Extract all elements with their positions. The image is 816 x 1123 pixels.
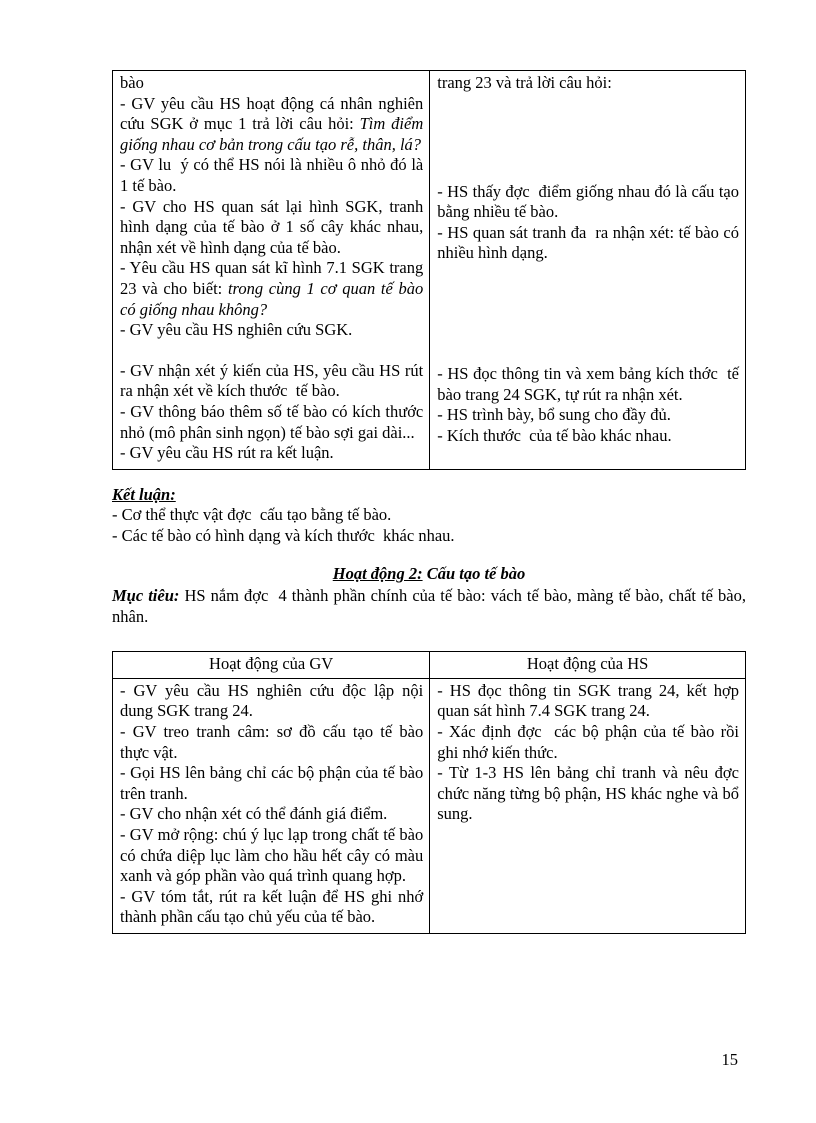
conclusion-heading — [112, 485, 746, 506]
table1-gv-cell — [113, 71, 430, 469]
table2-gv-cell — [113, 679, 430, 933]
text-run: - GV lu ý có thể HS nói là nhiều ô nhỏ đó là 1 tế bào. — [120, 155, 428, 195]
heading-rest: Cấu tạo tế bào — [422, 564, 526, 584]
text-run: - GV tóm tắt, rút ra kết luận để HS ghi nhớ thành phần cấu tạo chủ yếu của tế bào. — [120, 886, 428, 927]
text-run: - GV yêu cầu HS rút ra kết luận. — [120, 443, 334, 463]
text-run: - GV cho HS quan sát lại hình SGK, tranh hình dạng của tế bào ở 1 số cây khác nhau, nhận xét về hình dạng của tế bào. — [120, 196, 428, 257]
text-run: - GV thông báo thêm số tế bào có kích thước nhỏ (mô phân sinh ngọn) tế bào sợi gai dài... — [120, 401, 432, 442]
gv-paragraph — [120, 360, 428, 402]
table1-hs-cell — [430, 71, 745, 469]
text-run: - HS trình bày, bổ sung cho đầy đủ. — [437, 405, 671, 425]
table2-header-gv — [113, 652, 430, 678]
italic-question: Tìm điểm giống nhau cơ bản trong cấu tạo rễ, thân, lá? — [120, 114, 428, 154]
activity2-table — [112, 651, 746, 934]
hs-paragraph — [437, 680, 744, 722]
text-run: - Gọi HS lên bảng chỉ các bộ phận của tế bào trên tranh. — [120, 763, 428, 803]
gv-paragraph — [120, 804, 423, 825]
hs-paragraph — [437, 763, 748, 825]
text-run: Hoạt động của GV — [209, 654, 334, 674]
gv-paragraph — [120, 320, 423, 341]
hs-paragraph — [437, 222, 744, 264]
gv-paragraph — [120, 886, 428, 928]
text-run: trang 23 và trả lời câu hỏi: — [437, 73, 612, 92]
italic-question: trong cùng 1 cơ quan tế bào có giống nhau không? — [120, 278, 428, 319]
activity2-heading — [112, 564, 746, 585]
page-number: 15 — [721, 1050, 738, 1069]
text-run: - Xác định đợc các bộ phận của tế bào rồi ghi nhớ kiến thức. — [437, 722, 744, 762]
text-run: Kết luận: — [112, 484, 176, 504]
text-run: - Kích thước của tế bào khác nhau. — [437, 425, 672, 445]
text-run: - GV treo tranh câm: sơ đồ cấu tạo tế bào thực vật. — [120, 722, 428, 762]
text-run: - GV mở rộng: chú ý lục lạp trong chất tế bào có chứa diệp lục làm cho hầu hết cây có màu xanh và góp phần vào quá trình quang hợp. — [120, 825, 428, 886]
text-run: - GV nhận xét ý kiến của HS, yêu cầu HS rút ra nhận xét về kích thước tế bào. — [120, 360, 428, 401]
gv-paragraph — [120, 93, 428, 156]
hs-paragraph — [437, 363, 744, 405]
hs-paragraph — [437, 426, 739, 447]
gv-paragraph — [120, 73, 423, 94]
gv-paragraph — [120, 825, 428, 887]
table-row — [113, 679, 748, 933]
table2-hs-cell — [430, 679, 748, 933]
heading-underlined-part: Hoạt động 2: — [332, 564, 423, 584]
text-run: - HS thấy đợc điểm giống nhau đó là cấu tạo bằng nhiều tế bào. — [437, 181, 744, 222]
gv-paragraph — [120, 258, 428, 320]
objective-label: Mục tiêu: — [112, 586, 180, 606]
gv-paragraph — [120, 155, 428, 196]
text-run: - GV yêu cầu HS hoạt động cá nhân nghiên cứu SGK ở mục 1 trả lời câu hỏi: — [120, 93, 428, 134]
activity1-table — [112, 70, 746, 470]
text-run: - GV cho nhận xét có thể đánh giá điểm. — [120, 804, 388, 824]
text-run: - GV yêu cầu HS nghiên cứu độc lập nội dung SGK trang 24. — [120, 680, 428, 721]
gv-paragraph — [120, 680, 428, 722]
text-run: - Yêu cầu HS quan sát kĩ hình 7.1 SGK trang 23 và cho biết: — [120, 258, 428, 298]
hs-paragraph — [437, 181, 744, 223]
objective-text: HS nắm đợc 4 thành phần chính của tế bào: vách tế bào, màng tế bào, chất tế bào, nhân. — [112, 586, 751, 626]
gv-paragraph — [120, 763, 428, 804]
text-run: - Các tế bào có hình dạng và kích thước khác nhau. — [112, 525, 455, 545]
text-run: bào — [120, 73, 144, 92]
hs-paragraph — [437, 73, 739, 94]
gv-paragraph — [120, 401, 432, 443]
text-run: - HS quan sát tranh đa ra nhận xét: tế bào có nhiều hình dạng. — [437, 222, 744, 263]
table-header-row — [113, 652, 745, 679]
text-run: - GV yêu cầu HS nghiên cứu SGK. — [120, 320, 353, 340]
conclusion-section — [112, 485, 746, 547]
page-content — [112, 70, 751, 934]
text-run: - HS đọc thông tin SGK trang 24, kết hợp quan sát hình 7.4 SGK trang 24. — [437, 680, 744, 721]
activity2-objective — [112, 586, 751, 627]
gv-paragraph — [120, 443, 423, 464]
text-run: - Từ 1-3 HS lên bảng chỉ tranh và nêu đợc chức năng từng bộ phận, HS khác nghe và bổ sung. — [437, 763, 748, 824]
conclusion-line — [112, 505, 746, 526]
text-run: Hoạt động của HS — [526, 654, 649, 674]
gv-paragraph — [120, 722, 428, 763]
text-run: - Cơ thể thực vật đợc cấu tạo bằng tế bào. — [112, 505, 392, 525]
table2-header-hs — [430, 652, 745, 678]
text-run: - HS đọc thông tin và xem bảng kích thớc tế bào trang 24 SGK, tự rút ra nhận xét. — [437, 363, 744, 404]
conclusion-line — [112, 526, 746, 547]
gv-paragraph — [120, 196, 428, 259]
hs-paragraph — [437, 405, 739, 426]
hs-paragraph — [437, 722, 744, 763]
table-row — [113, 71, 745, 469]
